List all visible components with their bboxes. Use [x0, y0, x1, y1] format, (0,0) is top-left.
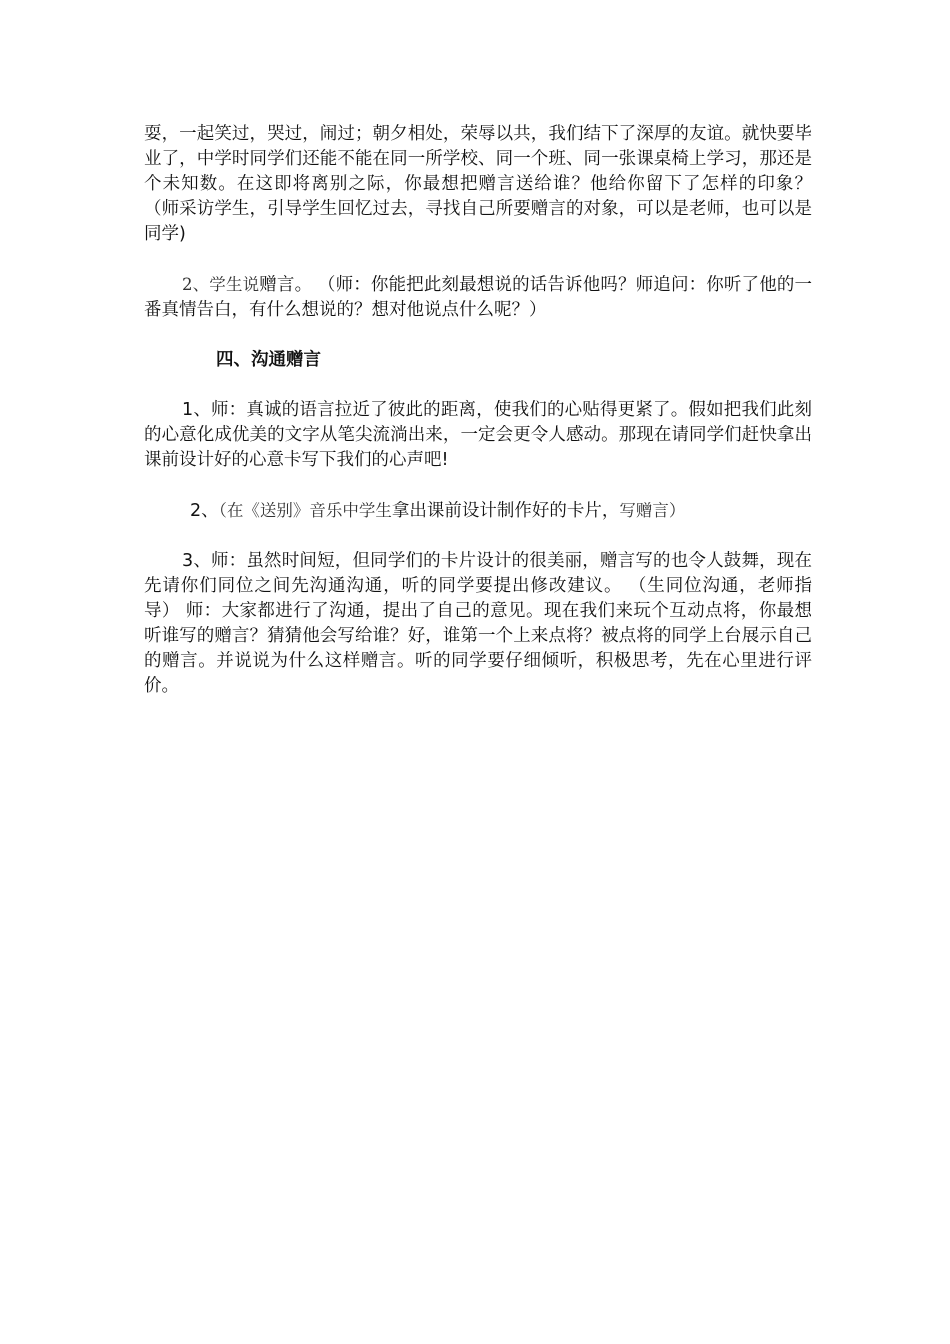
document-body [144, 122, 812, 699]
step-2-text: 赠言。 （师：你能把此刻最想说的话告诉他吗？师追问：你听了他的一番真情告白，有什么想说的？想对他说点什么呢？） [144, 275, 813, 320]
section-4-heading: 四、沟通赠言 [216, 350, 321, 370]
section-4-item-2-part1: （在《送别》音乐中学生 [218, 501, 392, 520]
step-2-paragraph [144, 272, 812, 323]
section-4-item-3: 3、师：虽然时间短，但同学们的卡片设计的很美丽，赠言写的也令人鼓舞，现在先请你们同位之间先沟通沟通，听的同学要提出修改建议。 （生同位沟通，老师指导） 师：大家都进行了沟通，提出了自己的意见。现在我们来玩个互动点将，你最想听谁写的赠言？猜猜他会写给谁？好，谁第一个上来点将？被点将的同学上台展示自己的赠言。并说说为什么这样赠言。听的同学要仔细倾听，积极思考，先在心里进行评价。 [144, 551, 812, 696]
section-4-item-1: 1、师：真诚的语言拉近了彼此的距离，使我们的心贴得更紧了。假如把我们此刻的心意化成优美的文字从笔尖流淌出来，一定会更令人感动。那现在请同学们赶快拿出课前设计好的心意卡写下我们的心声吧! [144, 400, 812, 470]
step-2-prefix: 2、学生说 [182, 275, 260, 294]
section-4-item-2-part2: 拿出课前设计制作好的卡片， [391, 501, 620, 521]
intro-paragraph: 耍，一起笑过，哭过，闹过；朝夕相处，荣辱以共，我们结下了深厚的友谊。就快要毕业了，中学时同学们还能不能在同一所学校、同一个班、同一张课桌椅上学习，那还是个未知数。在这即将离别之际，你最想把赠言送给谁？他给你留下了怎样的印象？ （师采访学生，引导学生回忆过去，寻找自己所要赠言的对象，可以是老师，也可以是同学) [144, 124, 812, 244]
section-4-item-2 [144, 498, 812, 524]
section-4-item-2-number: 2、 [190, 501, 219, 521]
section-4-item-2-part3: 写赠言） [619, 501, 686, 520]
